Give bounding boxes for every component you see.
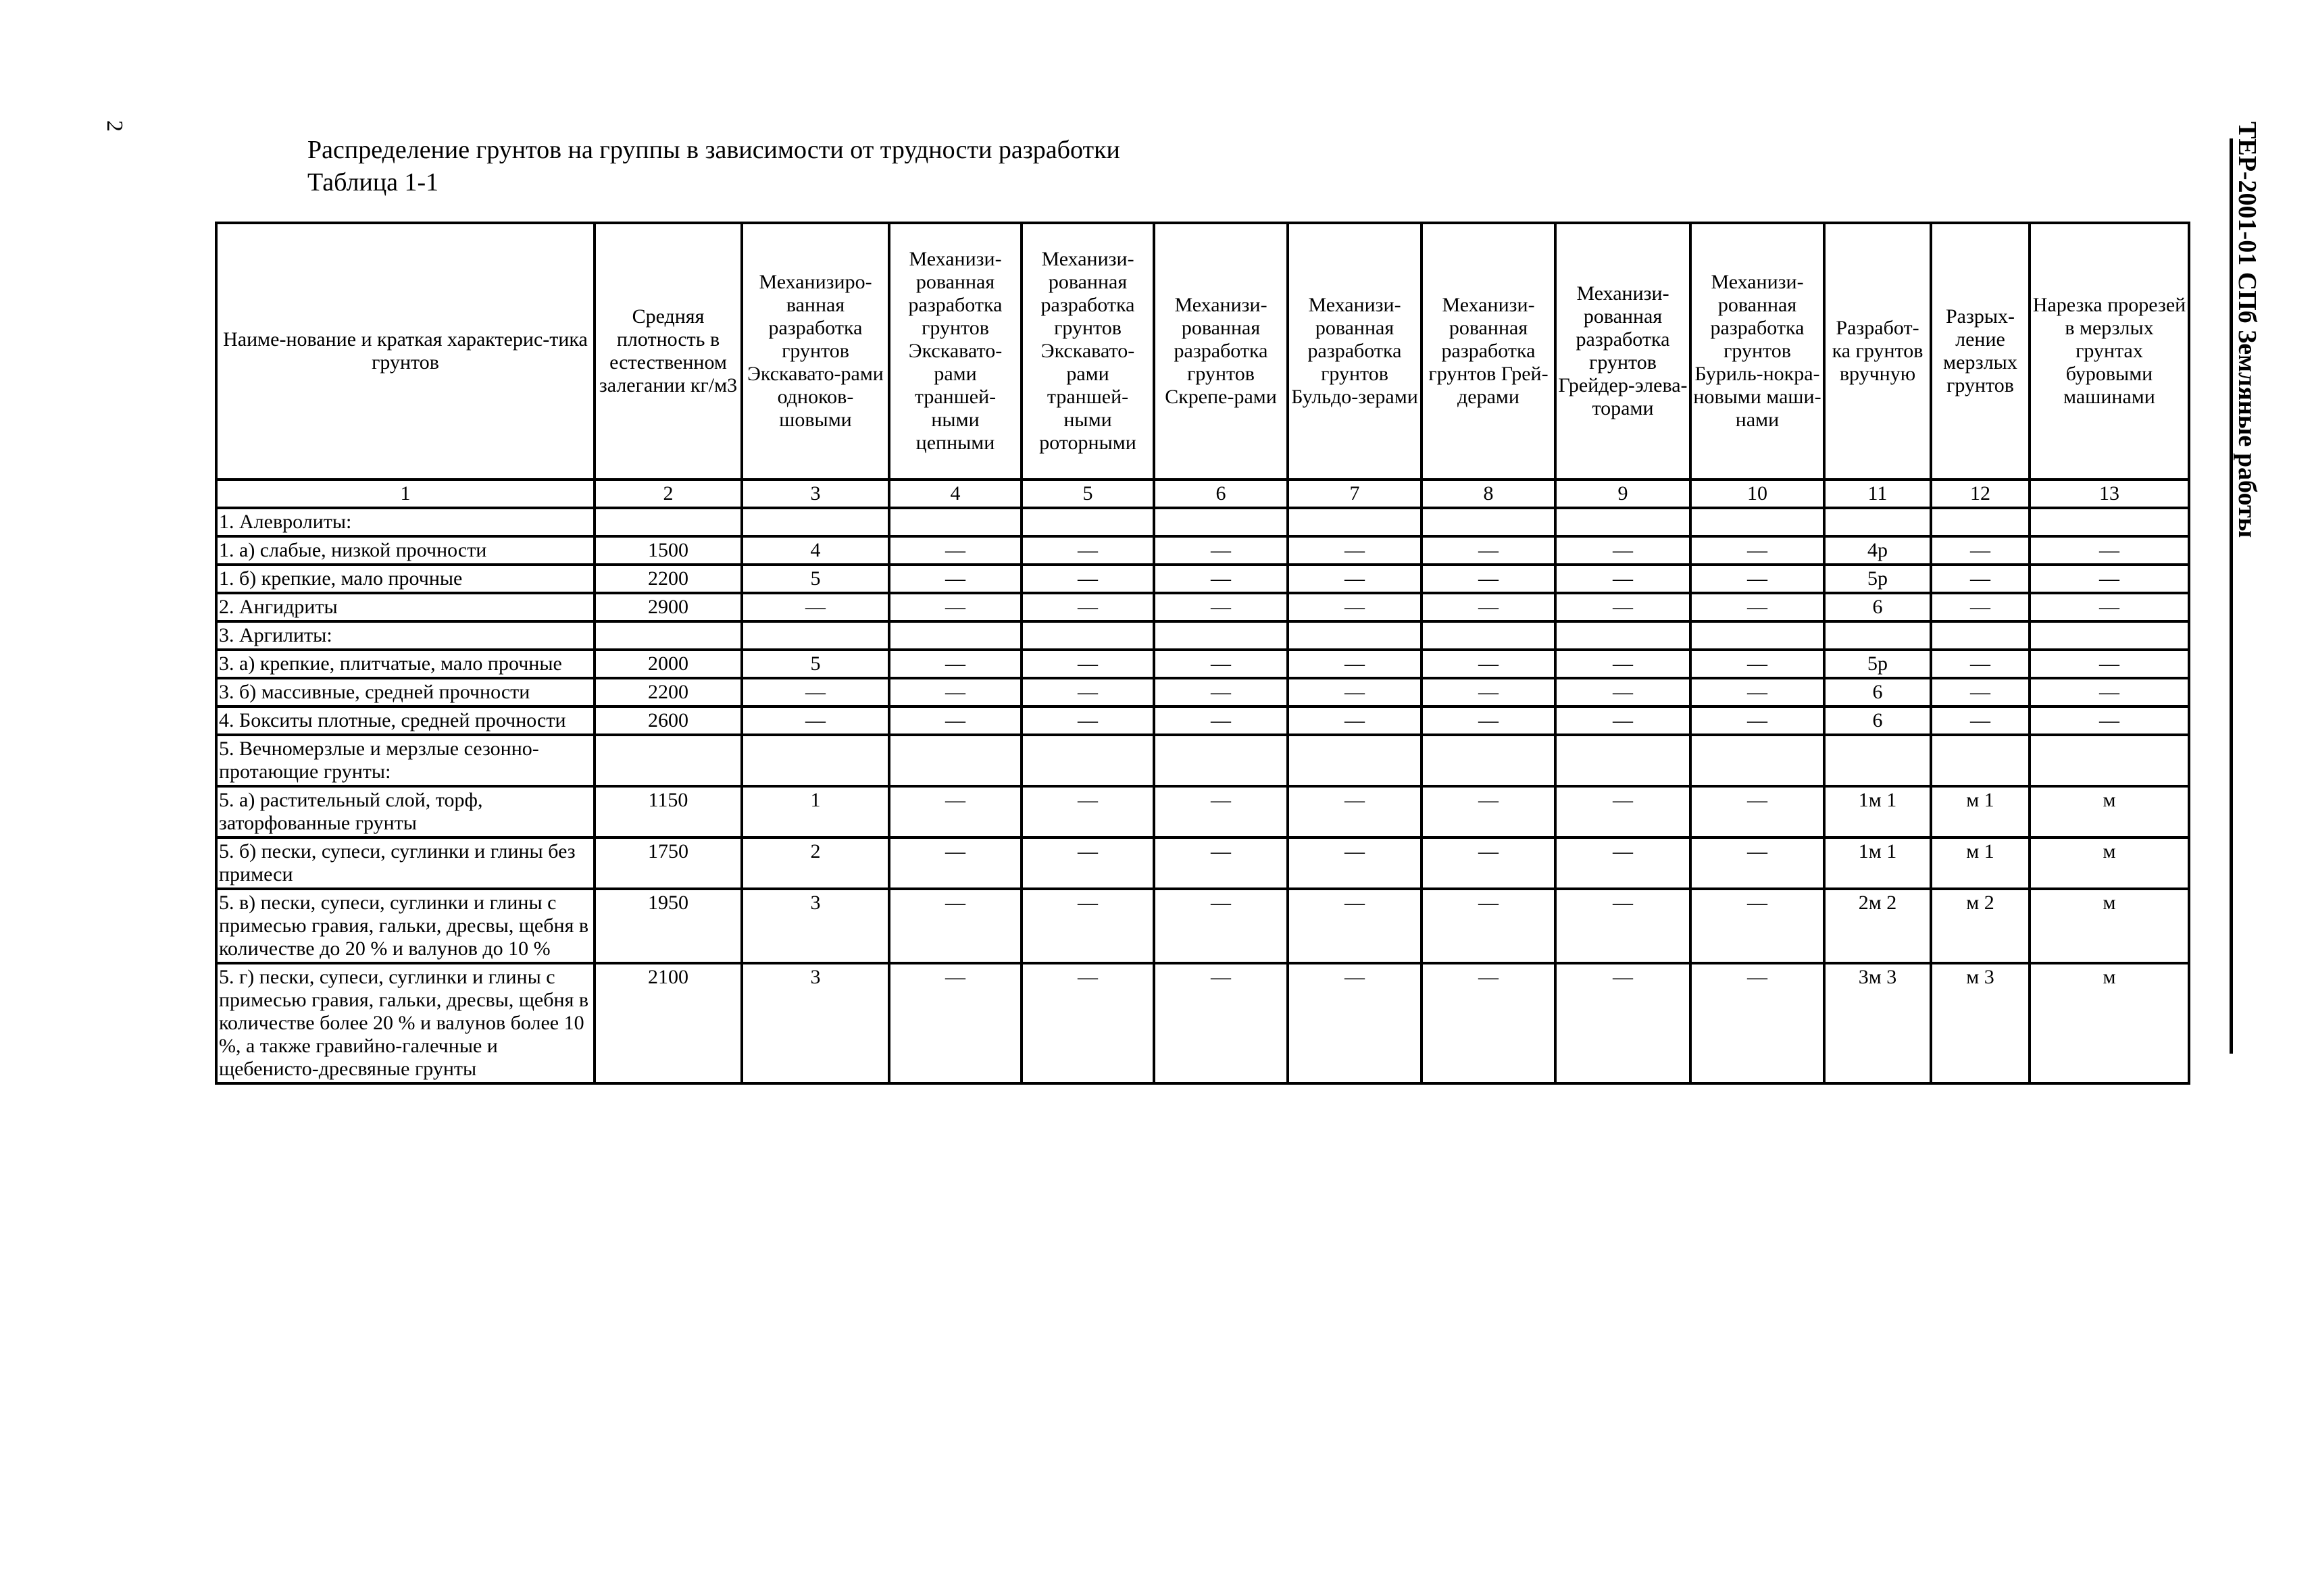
table-cell: — xyxy=(1422,889,1555,963)
table-cell: — xyxy=(889,593,1022,621)
table-row xyxy=(216,963,2189,1083)
table-cell: м xyxy=(2030,889,2189,963)
table-cell: — xyxy=(1288,678,1422,706)
column-number-cell: 10 xyxy=(1690,480,1824,508)
table-cell: — xyxy=(1022,786,1154,838)
table-cell: — xyxy=(1022,536,1154,565)
table-cell: — xyxy=(1690,963,1824,1083)
soil-name-cell: 4. Бокситы плотные, средней прочности xyxy=(216,706,595,735)
soil-name-cell: 5. в) пески, супеси, суглинки и глины с примесью гравия, гальки, дресвы, щебня в количестве до 20 % и валунов до 10 % xyxy=(216,889,595,963)
soil-name-cell: 5. Вечномерзлые и мерзлые сезонно-протающие грунты: xyxy=(216,735,595,786)
table-cell: 1750 xyxy=(595,838,742,889)
table-cell: — xyxy=(1154,786,1288,838)
table-cell xyxy=(1555,621,1690,650)
column-number-cell: 7 xyxy=(1288,480,1422,508)
document-code-header: ТЕР-2001-01 СПб Земляные работы xyxy=(2233,122,2261,538)
table-cell: — xyxy=(1555,678,1690,706)
table-row xyxy=(216,621,2189,650)
table-cell xyxy=(1422,621,1555,650)
column-header: Наиме-нование и краткая характерис-тика грунтов xyxy=(216,223,595,480)
table-cell: — xyxy=(1022,963,1154,1083)
table-cell: — xyxy=(1422,650,1555,678)
table-cell xyxy=(1931,508,2030,536)
table-cell xyxy=(1690,621,1824,650)
table-cell xyxy=(1022,735,1154,786)
table-cell: — xyxy=(742,678,889,706)
table-cell xyxy=(1154,621,1288,650)
table-row xyxy=(216,706,2189,735)
table-cell: — xyxy=(1690,706,1824,735)
table-cell: — xyxy=(1422,838,1555,889)
column-number-cell: 8 xyxy=(1422,480,1555,508)
table-cell: — xyxy=(1154,565,1288,593)
table-cell xyxy=(1824,621,1931,650)
table-cell: 4р xyxy=(1824,536,1931,565)
table-cell xyxy=(1288,508,1422,536)
table-cell: — xyxy=(1555,565,1690,593)
column-number-cell: 12 xyxy=(1931,480,2030,508)
table-cell: — xyxy=(1022,889,1154,963)
table-cell xyxy=(742,621,889,650)
table-cell: — xyxy=(1422,565,1555,593)
table-cell xyxy=(1931,735,2030,786)
table-cell: — xyxy=(1154,593,1288,621)
table-cell xyxy=(1824,735,1931,786)
column-header: Разрых-ление мерзлых грунтов xyxy=(1931,223,2030,480)
table-cell: м xyxy=(2030,963,2189,1083)
table-cell: — xyxy=(1154,678,1288,706)
table-cell: — xyxy=(889,838,1022,889)
soil-groups-table xyxy=(215,222,2190,1085)
table-cell xyxy=(1422,735,1555,786)
column-number-cell: 5 xyxy=(1022,480,1154,508)
table-cell: — xyxy=(1690,536,1824,565)
soil-name-cell: 5. б) пески, супеси, суглинки и глины без примеси xyxy=(216,838,595,889)
table-cell: — xyxy=(1288,963,1422,1083)
table-cell: — xyxy=(1022,650,1154,678)
table-cell: — xyxy=(889,963,1022,1083)
table-cell: — xyxy=(1288,786,1422,838)
table-cell xyxy=(1690,508,1824,536)
table-cell: — xyxy=(742,706,889,735)
table-cell: — xyxy=(1288,706,1422,735)
table-cell: — xyxy=(1555,593,1690,621)
table-cell: 5р xyxy=(1824,650,1931,678)
table-cell: — xyxy=(1931,565,2030,593)
table-cell: 2 xyxy=(742,838,889,889)
table-cell: — xyxy=(1154,963,1288,1083)
column-number-cell: 1 xyxy=(216,480,595,508)
table-cell: — xyxy=(1690,786,1824,838)
table-row xyxy=(216,889,2189,963)
table-cell xyxy=(1422,508,1555,536)
table-cell: — xyxy=(1422,593,1555,621)
table-cell: м xyxy=(2030,786,2189,838)
table-cell xyxy=(889,735,1022,786)
column-header: Механизи-рованная разработка грунтов Скрепе-рами xyxy=(1154,223,1288,480)
table-cell xyxy=(2030,621,2189,650)
table-cell xyxy=(889,508,1022,536)
table-cell xyxy=(1288,621,1422,650)
column-header: Разработ-ка грунтов вручную xyxy=(1824,223,1931,480)
table-cell xyxy=(1154,735,1288,786)
table-cell: — xyxy=(742,593,889,621)
table-cell: — xyxy=(2030,650,2189,678)
column-number-cell: 6 xyxy=(1154,480,1288,508)
table-cell xyxy=(1022,621,1154,650)
table-cell: 1 xyxy=(742,786,889,838)
table-cell: — xyxy=(1690,565,1824,593)
table-cell: 6 xyxy=(1824,706,1931,735)
page-number: 2 xyxy=(102,120,127,132)
table-cell: — xyxy=(1690,889,1824,963)
soil-name-cell: 2. Ангидриты xyxy=(216,593,595,621)
table-cell: — xyxy=(889,889,1022,963)
table-cell: — xyxy=(1422,786,1555,838)
table-body xyxy=(216,480,2189,1083)
soil-name-cell: 5. а) растительный слой, торф, заторфованные грунты xyxy=(216,786,595,838)
table-row xyxy=(216,650,2189,678)
table-cell: — xyxy=(1555,786,1690,838)
table-cell: 2100 xyxy=(595,963,742,1083)
table-cell: м 1 xyxy=(1931,838,2030,889)
table-cell: — xyxy=(1931,706,2030,735)
table-cell: — xyxy=(1555,650,1690,678)
table-cell xyxy=(742,508,889,536)
table-cell: — xyxy=(1555,838,1690,889)
table-cell xyxy=(1555,508,1690,536)
table-cell: 3 xyxy=(742,963,889,1083)
table-row xyxy=(216,735,2189,786)
table-cell: — xyxy=(1555,536,1690,565)
table-cell: 1950 xyxy=(595,889,742,963)
column-number-cell: 2 xyxy=(595,480,742,508)
table-cell xyxy=(2030,735,2189,786)
table-cell: — xyxy=(889,565,1022,593)
table-cell: — xyxy=(1422,678,1555,706)
soil-name-cell: 3. б) массивные, средней прочности xyxy=(216,678,595,706)
table-cell: 3м 3 xyxy=(1824,963,1931,1083)
page-title: Распределение грунтов на группы в зависимости от трудности разработки xyxy=(307,136,1120,164)
table-cell xyxy=(889,621,1022,650)
table-cell: — xyxy=(2030,706,2189,735)
table-cell xyxy=(2030,508,2189,536)
column-number-cell: 11 xyxy=(1824,480,1931,508)
table-cell: 2600 xyxy=(595,706,742,735)
table-cell xyxy=(595,508,742,536)
table-cell xyxy=(1931,621,2030,650)
table-cell: — xyxy=(889,650,1022,678)
column-header: Механизиро-ванная разработка грунтов Экскавато-рами одноков-шовыми xyxy=(742,223,889,480)
table-row xyxy=(216,508,2189,536)
table-cell: — xyxy=(1288,838,1422,889)
table-cell: — xyxy=(1690,650,1824,678)
column-number-row xyxy=(216,480,2189,508)
column-number-cell: 4 xyxy=(889,480,1022,508)
table-cell: м 2 xyxy=(1931,889,2030,963)
column-header: Механизи-рованная разработка грунтов Экскавато-рами траншей-ными роторными xyxy=(1022,223,1154,480)
column-header: Механизи-рованная разработка грунтов Буриль-нокра-новыми маши-нами xyxy=(1690,223,1824,480)
column-header: Механизи-рованная разработка грунтов Экскавато-рами траншей-ными цепными xyxy=(889,223,1022,480)
table-cell: — xyxy=(889,536,1022,565)
table-cell: м 3 xyxy=(1931,963,2030,1083)
table-cell: — xyxy=(1422,963,1555,1083)
table-cell: — xyxy=(1690,838,1824,889)
column-number-cell: 9 xyxy=(1555,480,1690,508)
table-row xyxy=(216,786,2189,838)
column-header: Механизи-рованная разработка грунтов Грейдер-элева-торами xyxy=(1555,223,1690,480)
column-header: Механизи-рованная разработка грунтов Грей-дерами xyxy=(1422,223,1555,480)
table-cell: — xyxy=(2030,593,2189,621)
table-cell: — xyxy=(1154,889,1288,963)
table-cell: 2900 xyxy=(595,593,742,621)
table-cell xyxy=(1154,508,1288,536)
table-cell: — xyxy=(1288,565,1422,593)
table-cell: — xyxy=(1154,706,1288,735)
table-cell xyxy=(742,735,889,786)
soil-name-cell: 1. Алевролиты: xyxy=(216,508,595,536)
table-cell: — xyxy=(889,786,1022,838)
table-cell: — xyxy=(2030,536,2189,565)
table-cell: 1150 xyxy=(595,786,742,838)
soil-name-cell: 1. б) крепкие, мало прочные xyxy=(216,565,595,593)
table-cell: — xyxy=(1690,593,1824,621)
table-cell xyxy=(1022,508,1154,536)
column-number-cell: 3 xyxy=(742,480,889,508)
table-row xyxy=(216,838,2189,889)
table-cell: 1м 1 xyxy=(1824,786,1931,838)
table-cell xyxy=(595,621,742,650)
table-cell: 2м 2 xyxy=(1824,889,1931,963)
table-cell: — xyxy=(1154,536,1288,565)
table-cell: — xyxy=(1555,889,1690,963)
table-cell: — xyxy=(2030,678,2189,706)
table-cell: — xyxy=(1154,650,1288,678)
table-cell: — xyxy=(1022,593,1154,621)
table-cell: 1500 xyxy=(595,536,742,565)
column-number-cell: 13 xyxy=(2030,480,2189,508)
soil-name-cell: 5. г) пески, супеси, суглинки и глины с примесью гравия, гальки, дресвы, щебня в количестве более 20 % и валунов более 10 %, а также гравийно-галечные и щебенисто-дресвяные грунты xyxy=(216,963,595,1083)
table-header xyxy=(216,223,2189,480)
table-cell: 4 xyxy=(742,536,889,565)
table-cell xyxy=(595,735,742,786)
table-cell: — xyxy=(1022,565,1154,593)
table-cell: — xyxy=(1288,593,1422,621)
table-cell: — xyxy=(1022,678,1154,706)
table-cell: — xyxy=(1154,838,1288,889)
column-header: Механизи-рованная разработка грунтов Бульдо-зерами xyxy=(1288,223,1422,480)
table-cell: 6 xyxy=(1824,678,1931,706)
soil-name-cell: 3. а) крепкие, плитчатые, мало прочные xyxy=(216,650,595,678)
table-cell: — xyxy=(1931,536,2030,565)
table-cell xyxy=(1690,735,1824,786)
table-cell: м xyxy=(2030,838,2189,889)
table-cell: 2000 xyxy=(595,650,742,678)
table-cell: м 1 xyxy=(1931,786,2030,838)
table-cell: — xyxy=(1288,889,1422,963)
soil-name-cell: 3. Аргилиты: xyxy=(216,621,595,650)
table-cell: 1м 1 xyxy=(1824,838,1931,889)
table-cell: — xyxy=(889,678,1022,706)
header-rule xyxy=(2230,138,2233,1054)
table-cell: 3 xyxy=(742,889,889,963)
table-cell xyxy=(1288,735,1422,786)
table-cell: 5р xyxy=(1824,565,1931,593)
table-cell: — xyxy=(2030,565,2189,593)
table-cell: — xyxy=(1288,650,1422,678)
soil-name-cell: 1. а) слабые, низкой прочности xyxy=(216,536,595,565)
table-cell: — xyxy=(1288,536,1422,565)
table-cell: — xyxy=(1555,963,1690,1083)
table-cell: — xyxy=(1422,536,1555,565)
table-cell: 5 xyxy=(742,565,889,593)
table-cell: — xyxy=(1022,838,1154,889)
table-cell xyxy=(1824,508,1931,536)
column-header: Средняя плотность в естественном залегании кг/м3 xyxy=(595,223,742,480)
table-cell: — xyxy=(1555,706,1690,735)
table-row xyxy=(216,565,2189,593)
table-cell xyxy=(1555,735,1690,786)
table-cell: — xyxy=(1931,678,2030,706)
table-cell: 6 xyxy=(1824,593,1931,621)
table-cell: 2200 xyxy=(595,565,742,593)
table-header-row xyxy=(216,223,2189,480)
table-row xyxy=(216,593,2189,621)
table-label: Таблица 1-1 xyxy=(307,168,439,197)
table-cell: — xyxy=(1690,678,1824,706)
column-header: Нарезка прорезей в мерзлых грунтах буровыми машинами xyxy=(2030,223,2189,480)
table-cell: 2200 xyxy=(595,678,742,706)
table-row xyxy=(216,536,2189,565)
table-cell: — xyxy=(889,706,1022,735)
table-cell: — xyxy=(1931,593,2030,621)
table-cell: 5 xyxy=(742,650,889,678)
table-cell: — xyxy=(1422,706,1555,735)
table-cell: — xyxy=(1022,706,1154,735)
table-row xyxy=(216,678,2189,706)
table-cell: — xyxy=(1931,650,2030,678)
